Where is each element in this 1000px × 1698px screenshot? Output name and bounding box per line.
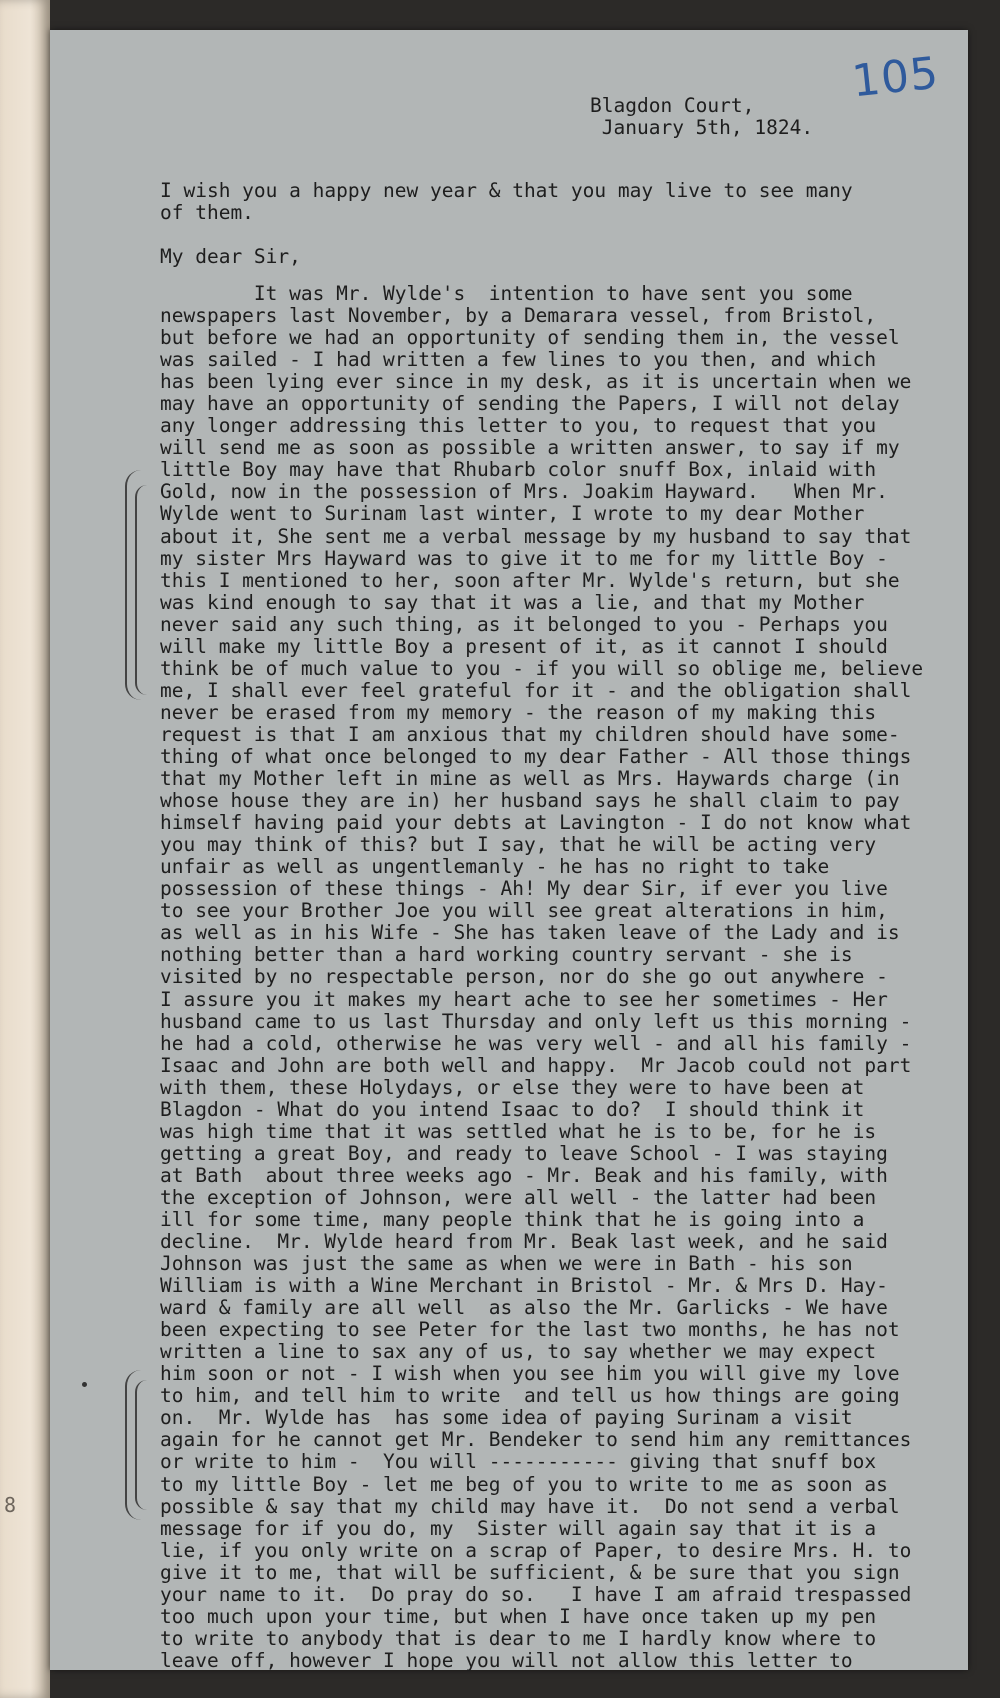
body-line: to see your Brother Joe you will see great alterations in him,: [160, 899, 888, 923]
body-line: my sister Mrs Hayward was to give it to me for my little Boy -: [160, 546, 888, 570]
body-line: give it to me, that will be sufficient, & be sure that you sign: [160, 1560, 900, 1584]
folio-number: 105: [849, 47, 942, 108]
margin-bracket: [135, 1380, 147, 1510]
facing-page-edge: [0, 0, 50, 1698]
body-line: that my Mother left in mine as well as Mrs. Haywards charge (in: [160, 767, 900, 791]
body-line: message for if you do, my Sister will again say that it is a: [160, 1516, 877, 1540]
body-line: but before we had an opportunity of sending them in, the vessel: [160, 326, 900, 350]
body-line: Johnson was just the same as when we were in Bath - his son: [160, 1252, 853, 1276]
body-line: Gold, now in the possession of Mrs. Joakim Hayward. When Mr.: [160, 480, 888, 504]
body-line: unfair as well as ungentlemanly - he has no right to take: [160, 855, 830, 879]
body-line: with them, these Holydays, or else they were to have been at: [160, 1075, 865, 1099]
body-line: Wylde went to Surinam last winter, I wrote to my dear Mother: [160, 502, 865, 526]
wish-line: of them.: [160, 201, 254, 224]
body-line: been expecting to see Peter for the last two months, he has not: [160, 1318, 900, 1342]
body-line: has been lying ever since in my desk, as it is uncertain when we: [160, 370, 912, 394]
body-line: to him, and tell him to write and tell us how things are going: [160, 1384, 900, 1408]
body-line: too much upon your time, but when I have once taken up my pen: [160, 1604, 877, 1628]
body-line: to my little Boy - let me beg of you to write to me as soon as: [160, 1472, 888, 1496]
body-line: or write to him - You will ----------- giving that snuff box: [160, 1450, 877, 1474]
body-line: never be erased from my memory - the reason of my making this: [160, 700, 877, 724]
body-line: to write to anybody that is dear to me I hardly know where to: [160, 1626, 877, 1650]
body-line: at Bath about three weeks ago - Mr. Beak and his family, with: [160, 1163, 888, 1187]
date-line: January 5th, 1824.: [601, 116, 814, 139]
body-line: lie, if you only write on a scrap of Paper, to desire Mrs. H. to: [160, 1538, 912, 1562]
body-line: newspapers last November, by a Demarara vessel, from Bristol,: [160, 304, 877, 328]
body-line: any longer addressing this letter to you, to request that you: [160, 414, 877, 438]
body-line: was kind enough to say that it was a lie, and that my Mother: [160, 590, 865, 614]
body-line: think be of much value to you - if you will so oblige me, believe: [160, 656, 924, 680]
body-line: me, I shall ever feel grateful for it - and the obligation shall: [160, 678, 912, 702]
body-line: the exception of Johnson, were all well - the latter had been: [160, 1185, 877, 1209]
margin-mark: 8: [4, 1493, 17, 1517]
body-line: nothing better than a hard working country servant - she is: [160, 943, 853, 967]
body-line: William is with a Wine Merchant in Bristol - Mr. & Mrs D. Hay-: [160, 1274, 888, 1298]
body-line: about it, She sent me a verbal message by my husband to say that: [160, 524, 912, 548]
body-line: as well as in his Wife - She has taken leave of the Lady and is: [160, 921, 900, 945]
body-line: on. Mr. Wylde has has some idea of paying Surinam a visit: [160, 1406, 853, 1430]
body-line: It was Mr. Wylde's intention to have sent you some: [160, 282, 853, 305]
body-line: your name to it. Do pray do so. I have I am afraid trespassed: [160, 1582, 912, 1606]
body-line: written a line to sax any of us, to say whether we may expect: [160, 1340, 877, 1364]
body-line: never said any such thing, as it belonged to you - Perhaps you: [160, 612, 888, 636]
margin-bracket: [135, 485, 147, 695]
body-line: getting a great Boy, and ready to leave School - I was staying: [160, 1141, 888, 1165]
body-line: thing of what once belonged to my dear Father - All those things: [160, 744, 912, 768]
body-line: husband came to us last Thursday and only left us this morning -: [160, 1009, 912, 1033]
address-line: Blagdon Court,: [590, 94, 755, 117]
body-line: him soon or not - I wish when you see him you will give my love: [160, 1362, 900, 1386]
body-line: Blagdon - What do you intend Isaac to do? I should think it: [160, 1097, 865, 1121]
body-line: ill for some time, many people think that he is going into a: [160, 1207, 865, 1231]
body-line: decline. Mr. Wylde heard from Mr. Beak last week, and he said: [160, 1230, 888, 1254]
body-line: will make my little Boy a present of it, as it cannot I should: [160, 634, 888, 658]
body-line: again for he cannot get Mr. Bendeker to send him any remittances: [160, 1428, 912, 1452]
body-line: will send me as soon as possible a written answer, to say if my: [160, 436, 900, 460]
letter-address: [590, 95, 813, 139]
body-line: himself having paid your debts at Lavington - I do not know what: [160, 811, 912, 835]
body-line: request is that I am anxious that my children should have some-: [160, 722, 900, 746]
body-line: whose house they are in) her husband says he shall claim to pay: [160, 789, 900, 813]
body-line: you may think of this? but I say, that he will be acting very: [160, 833, 877, 857]
margin-dot: [82, 1382, 87, 1387]
body-line: may have an opportunity of sending the Papers, I will not delay: [160, 392, 900, 416]
letter-body: [160, 283, 923, 1672]
body-line: was high time that it was settled what he is to be, for he is: [160, 1119, 877, 1143]
body-line: little Boy may have that Rhubarb color snuff Box, inlaid with: [160, 458, 877, 482]
body-line: I assure you it makes my heart ache to see her sometimes - Her: [160, 987, 888, 1011]
body-line: Isaac and John are both well and happy. Mr Jacob could not part: [160, 1053, 912, 1077]
body-line: possible & say that my child may have it. Do not send a verbal: [160, 1494, 900, 1518]
body-line: he had a cold, otherwise he was very well - and all his family -: [160, 1031, 912, 1055]
new-year-wish: [160, 180, 853, 224]
body-line: visited by no respectable person, nor do she go out anywhere -: [160, 965, 888, 989]
body-line: possession of these things - Ah! My dear Sir, if ever you live: [160, 877, 888, 901]
body-line: ward & family are all well as also the Mr. Garlicks - We have: [160, 1296, 888, 1320]
body-line: this I mentioned to her, soon after Mr. Wylde's return, but she: [160, 568, 900, 592]
salutation: My dear Sir,: [160, 245, 301, 268]
body-line: was sailed - I had written a few lines to you then, and which: [160, 348, 877, 372]
wish-line: I wish you a happy new year & that you may live to see many: [160, 179, 853, 202]
body-line: leave off, however I hope you will not allow this letter to: [160, 1648, 853, 1672]
